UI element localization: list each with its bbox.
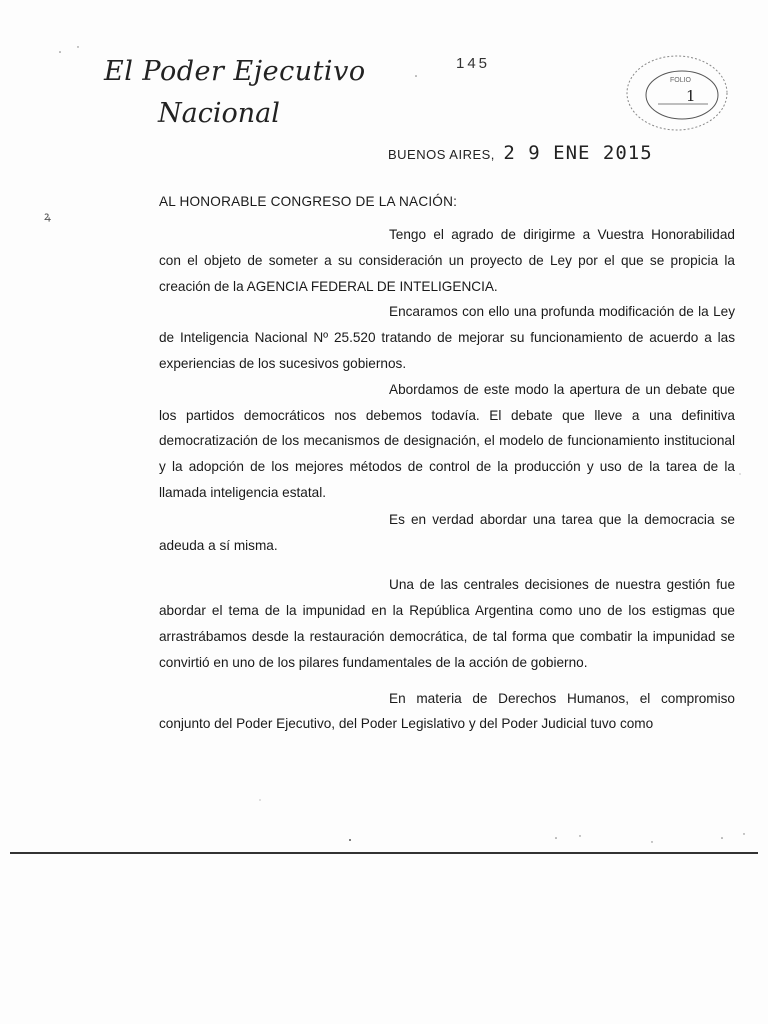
paragraph: En materia de Derechos Humanos, el compromiso conjunto del Poder Ejecutivo, del Poder Legislativo y del Poder Judicial tuvo como [159, 690, 735, 732]
place-date [388, 142, 653, 164]
paragraph: Tengo el agrado de dirigirme a Vuestra Honorabilidad con el objeto de someter a su consideración un proyecto de Ley por el que se propicia la creación de la AGENCIA FEDERAL DE INTELIGENCIA. [159, 227, 735, 294]
margin-mark: ꝝ [44, 209, 51, 223]
paragraph: Encaramos con ello una profunda modificación de la Ley de Inteligencia Nacional Nº 25.520 tratando de mejorar su funcionamiento de acuerdo a las experiencias de los sucesivos gobiernos. [159, 304, 735, 371]
letter-body [159, 222, 735, 737]
stamp-label: FOLIO [670, 77, 692, 84]
folio-stamp-graphic [622, 52, 732, 134]
addressee: AL HONORABLE CONGRESO DE LA NACIÓN: [159, 194, 458, 209]
paragraph: Es en verdad abordar una tarea que la democracia se adeuda a sí misma. [159, 511, 735, 553]
letterhead-line-2: Nacional [158, 98, 280, 129]
page-edge-rule [10, 852, 758, 854]
folio-number: 145 [456, 55, 491, 72]
folio-stamp [622, 52, 732, 134]
stamp-number: 1 [686, 87, 696, 105]
place: BUENOS AIRES, [388, 147, 495, 162]
paragraph: Una de las centrales decisiones de nuestra gestión fue abordar el tema de la impunidad en la República Argentina como uno de los estigmas que arrastrábamos desde la restauración democrática, de tal forma que combatir la impunidad se convirtió en uno de los pilares fundamentales de la acción de gobierno. [159, 577, 735, 670]
paragraph: Abordamos de este modo la apertura de un debate que los partidos democráticos nos debemos todavía. El debate que lleve a una definitiva democratización de los mecanismos de designación, el modelo de funcionamiento institucional y la adopción de los mejores métodos de control de la producción y uso de la tarea de la llamada inteligencia estatal. [159, 381, 735, 500]
letterhead-line-1: El Poder Ejecutivo [104, 56, 366, 87]
date-stamp: 2 9 ENE 2015 [503, 142, 653, 164]
